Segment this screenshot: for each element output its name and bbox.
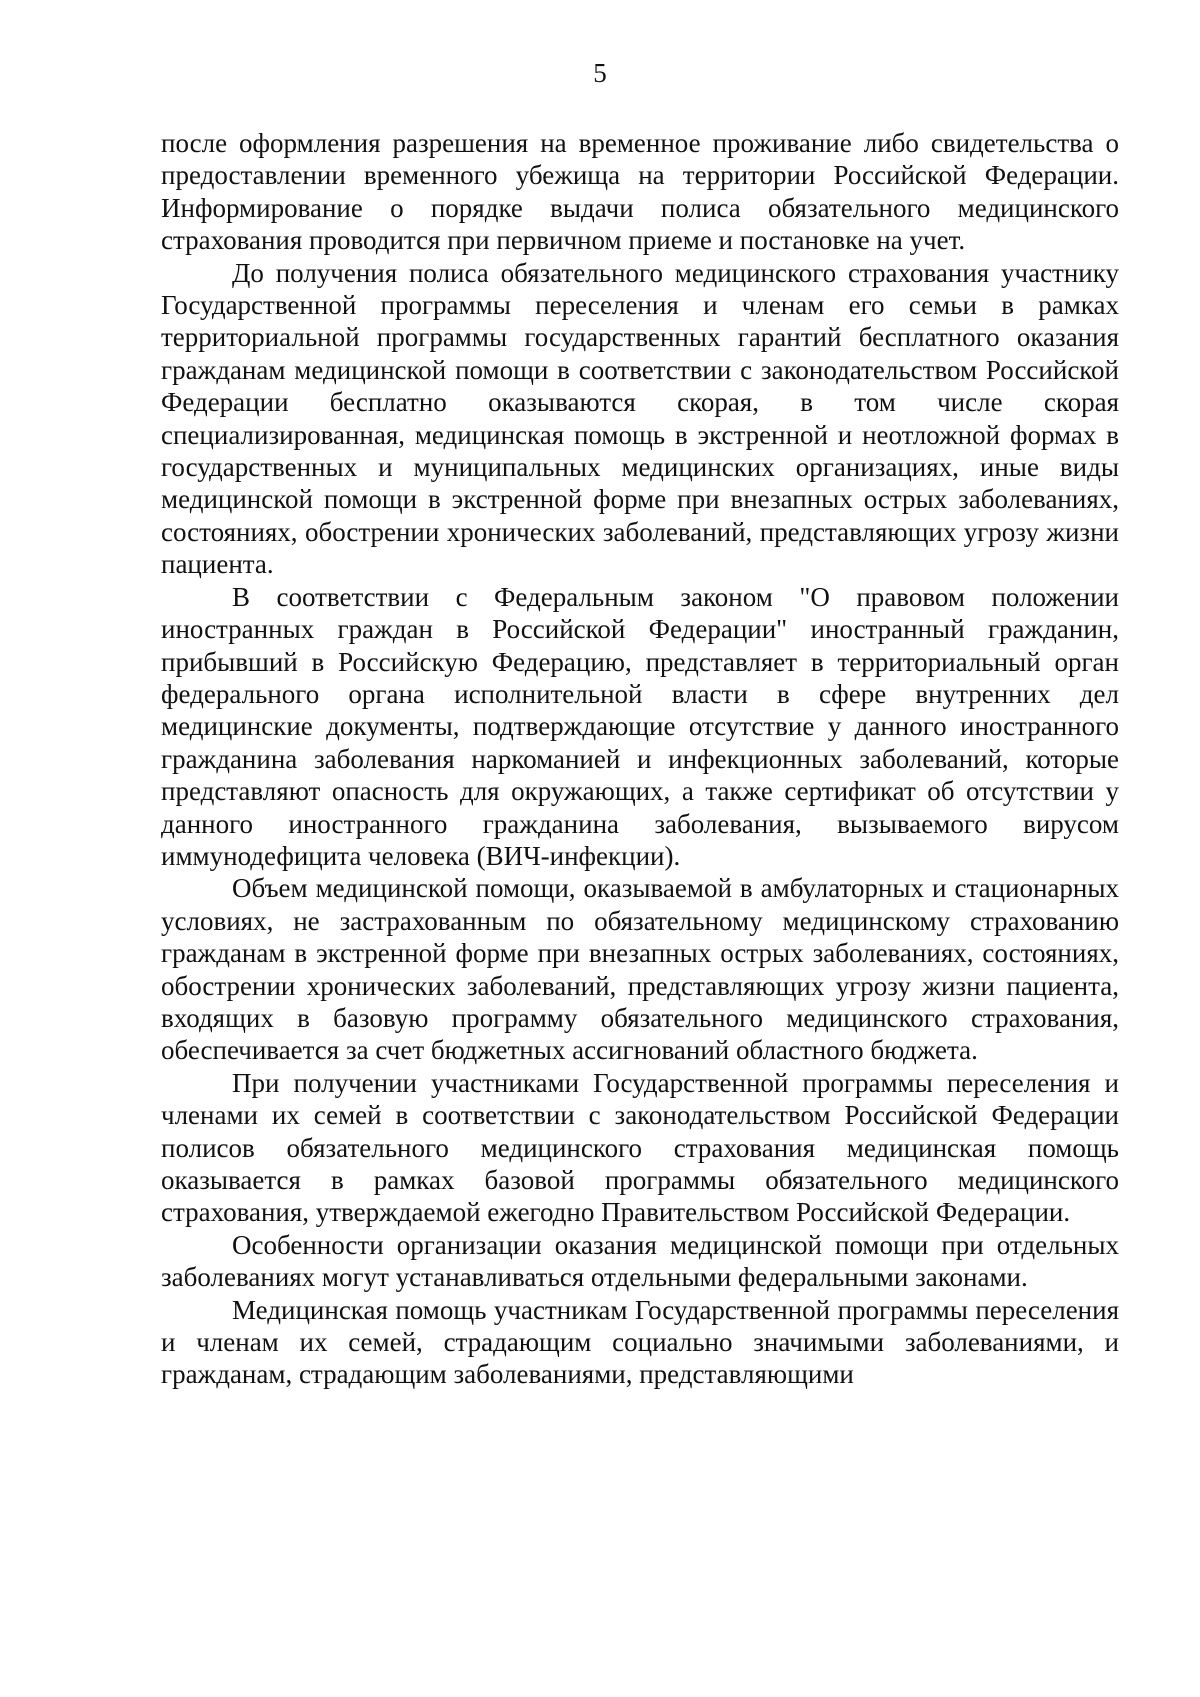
document-body (161, 127, 1119, 1391)
paragraph-uninsured-care: Объем медицинской помощи, оказываемой в амбулаторных и стационарных условиях, не застрахованным по обязательному медицинскому страхованию гражданам в экстренной форме при внезапных острых заболеваниях, состояниях, обострении хронических заболеваний, представляющих угрозу жизни пациента, входящих в базовую программу обязательного медицинского страхования, обеспечивается за счет бюджетных ассигнований областного бюджета. (161, 873, 1119, 1066)
paragraph-socially-significant: Медицинская помощь участникам Государственной программы переселения и членам их семей, страдающим социально значимыми заболеваниями, и гражданам, страдающим заболеваниями, представляющими (161, 1294, 1119, 1390)
paragraph-special-diseases: Особенности организации оказания медицинской помощи при отдельных заболеваниях могут устанавливаться отдельными федеральными законами. (161, 1229, 1119, 1293)
paragraph-oms-before-policy: До получения полиса обязательного медицинского страхования участнику Государственной программы переселения и членам его семьи в рамках территориальной программы государственных гарантий бесплатного оказания гражданам медицинской помощи в соответствии с законодательством Российской Федерации бесплатно оказываются скорая, в том числе скорая специализированная, медицинская помощь в экстренной и неотложной формах в государственных и муниципальных медицинских организациях, иные виды медицинской помощи в экстренной форме при внезапных острых заболеваниях, состояниях, обострении хронических заболеваний, представляющих угрозу жизни пациента. (161, 257, 1119, 580)
paragraph-continuation: после оформления разрешения на временное проживание либо свидетельства о предоставлении временного убежища на территории Российской Федерации. Информирование о порядке выдачи полиса обязательного медицинского страхования проводится при первичном приеме и постановке на учет. (161, 128, 1119, 256)
paragraph-after-policy: При получении участниками Государственной программы переселения и членами их семей в соответствии с законодательством Российской Федерации полисов обязательного медицинского страхования медицинская помощь оказывается в рамках базовой программы обязательного медицинского страхования, утверждаемой ежегодно Правительством Российской Федерации. (161, 1067, 1119, 1228)
page-number: 5 (593, 58, 607, 88)
paragraph-federal-law: В соответствии с Федеральным законом "О правовом положении иностранных граждан в Российской Федерации" иностранный гражданин, прибывший в Российскую Федерацию, представляет в территориальный орган федерального органа исполнительной власти в сфере внутренних дел медицинские документы, подтверждающие отсутствие у данного иностранного гражданина заболевания наркоманией и инфекционных заболеваний, которые представляют опасность для окружающих, а также сертификат об отсутствии у данного иностранного гражданина заболевания, вызываемого вирусом иммунодефицита человека (ВИЧ-инфекции). (161, 581, 1119, 871)
